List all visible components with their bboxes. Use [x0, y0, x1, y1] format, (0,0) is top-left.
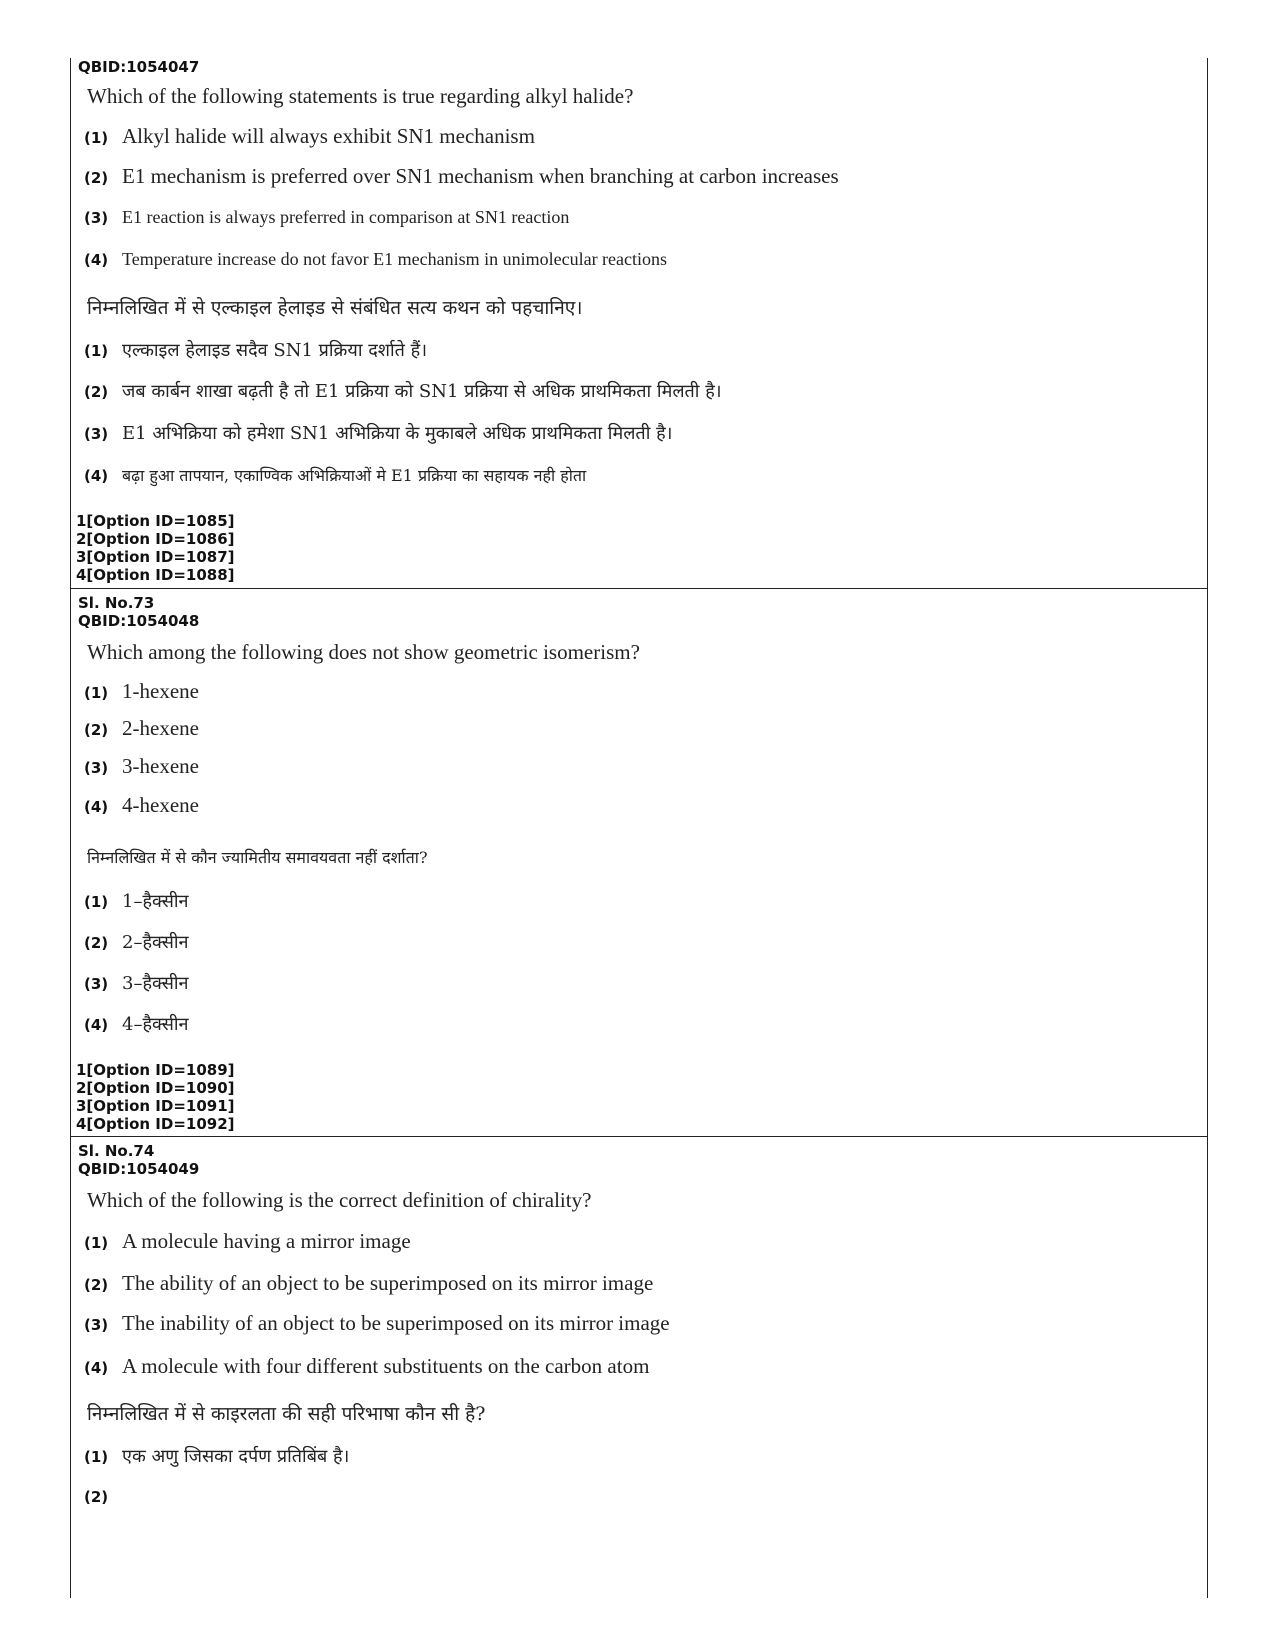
option-row-hindi: [72, 338, 1206, 362]
option-id: 2[Option ID=1086]: [76, 530, 235, 548]
option-id: 4[Option ID=1088]: [76, 566, 235, 584]
option-number: (2): [84, 1276, 109, 1294]
option-number: (4): [84, 1016, 109, 1034]
option-row-hindi: [72, 889, 1206, 913]
option-number: (1): [84, 1234, 109, 1252]
option-row: [72, 793, 1206, 818]
question-text: Which among the following does not show geometric isomerism?: [87, 640, 640, 664]
question-divider: [70, 1136, 1208, 1137]
option-number: (2): [84, 721, 109, 739]
option-row-hindi: [72, 1488, 1206, 1506]
option-number: (2): [84, 169, 109, 187]
option-number: (1): [84, 129, 109, 147]
option-row-hindi: [72, 379, 1206, 403]
option-text: E1 reaction is always preferred in comparison at SN1 reaction: [122, 207, 570, 227]
question-block-72: [72, 58, 1206, 76]
question-block-74: [72, 1142, 1206, 1178]
serial-number: Sl. No.73: [78, 594, 155, 612]
option-number: (3): [84, 759, 109, 777]
option-text-hindi: E1 अभिक्रिया को हमेशा SN1 अभिक्रिया के मुकाबले अधिक प्राथमिकता मिलती है।: [122, 423, 673, 444]
option-number: (1): [84, 893, 109, 911]
option-row: [72, 1271, 1206, 1296]
qbid-label: QBID:1054048: [78, 612, 200, 630]
option-row: [72, 164, 1206, 189]
question-divider: [70, 588, 1208, 589]
option-number: (1): [84, 1448, 109, 1466]
option-id-list: [72, 512, 1206, 584]
option-id: 3[Option ID=1087]: [76, 548, 235, 566]
option-text-hindi: 4–हैक्सीन: [122, 1014, 189, 1035]
option-number: (1): [84, 684, 109, 702]
option-id: 1[Option ID=1085]: [76, 512, 235, 530]
option-row-hindi: [72, 1012, 1206, 1036]
option-id: 4[Option ID=1092]: [76, 1115, 235, 1133]
option-text-hindi: 2–हैक्सीन: [122, 932, 189, 953]
option-row-hindi: [72, 971, 1206, 995]
option-text: 2-hexene: [122, 716, 199, 740]
option-row: [72, 716, 1206, 741]
option-row: [72, 1354, 1206, 1379]
option-number: (4): [84, 467, 109, 485]
option-text: Temperature increase do not favor E1 mechanism in unimolecular reactions: [122, 249, 668, 269]
option-number: (1): [84, 342, 109, 360]
question-block-73: [72, 594, 1206, 630]
option-number: (3): [84, 1316, 109, 1334]
option-number: (3): [84, 975, 109, 993]
option-row-hindi: [72, 464, 1206, 486]
option-id: 1[Option ID=1089]: [76, 1061, 235, 1079]
option-row-hindi: [72, 1444, 1206, 1468]
qbid-label: QBID:1054047: [78, 58, 200, 76]
option-text: A molecule with four different substituents on the carbon atom: [122, 1354, 650, 1378]
option-number: (2): [84, 383, 109, 401]
option-text: 1-hexene: [122, 679, 199, 703]
option-number: (4): [84, 798, 109, 816]
option-number: (4): [84, 251, 109, 269]
option-text: A molecule having a mirror image: [122, 1229, 411, 1253]
question-text-hindi: निम्नलिखित में से काइरलता की सही परिभाषा कौन सी है?: [87, 1403, 486, 1425]
option-number: (4): [84, 1359, 109, 1377]
option-text-hindi: 3–हैक्सीन: [122, 973, 189, 994]
question-en: [72, 1188, 1206, 1213]
option-text-hindi: जब कार्बन शाखा बढ़ती है तो E1 प्रक्रिया को SN1 प्रक्रिया से अधिक प्राथमिकता मिलती है।: [122, 381, 722, 402]
option-number: (3): [84, 209, 109, 227]
option-text: 3-hexene: [122, 754, 199, 778]
option-text: E1 mechanism is preferred over SN1 mechanism when branching at carbon increases: [122, 164, 839, 188]
option-id: 3[Option ID=1091]: [76, 1097, 235, 1115]
option-text-hindi: 1–हैक्सीन: [122, 891, 189, 912]
qbid-label: QBID:1054049: [78, 1160, 200, 1178]
option-row: [72, 249, 1206, 270]
option-id-list: [72, 1061, 1206, 1133]
option-text: 4-hexene: [122, 793, 199, 817]
option-row: [72, 754, 1206, 779]
option-row: [72, 124, 1206, 149]
option-row: [72, 679, 1206, 704]
option-row-hindi: [72, 930, 1206, 954]
question-hi: [72, 294, 1206, 320]
option-text: Alkyl halide will always exhibit SN1 mechanism: [122, 124, 535, 148]
question-en: [72, 640, 1206, 665]
option-number: (2): [84, 934, 109, 952]
serial-number: Sl. No.74: [78, 1142, 155, 1160]
question-text-hindi: निम्नलिखित में से कौन ज्यामितीय समावयवता नहीं दर्शाता?: [87, 848, 428, 867]
question-text: Which of the following statements is true regarding alkyl halide?: [87, 84, 634, 108]
option-text-hindi: एल्काइल हेलाइड सदैव SN1 प्रक्रिया दर्शाते हैं।: [122, 340, 428, 361]
option-row: [72, 207, 1206, 228]
question-hi: [72, 846, 1206, 868]
option-text-hindi: बढ़ा हुआ तापयान, एकाण्विक अभिक्रियाओं मे E1 प्रक्रिया का सहायक नही होता: [122, 466, 587, 485]
option-number: (2): [84, 1488, 109, 1506]
option-text: The inability of an object to be superimposed on its mirror image: [122, 1311, 670, 1335]
option-row: [72, 1229, 1206, 1254]
question-en: [72, 84, 1206, 109]
question-text: Which of the following is the correct definition of chirality?: [87, 1188, 592, 1212]
option-id: 2[Option ID=1090]: [76, 1079, 235, 1097]
option-text: The ability of an object to be superimposed on its mirror image: [122, 1271, 654, 1295]
option-row: [72, 1311, 1206, 1336]
question-text-hindi: निम्नलिखित में से एल्काइल हेलाइड से संबंधित सत्य कथन को पहचानिए।: [87, 297, 583, 319]
option-text-hindi: एक अणु जिसका दर्पण प्रतिबिंब है।: [122, 1446, 350, 1467]
option-row-hindi: [72, 421, 1206, 445]
question-hi: [72, 1400, 1206, 1426]
option-number: (3): [84, 425, 109, 443]
